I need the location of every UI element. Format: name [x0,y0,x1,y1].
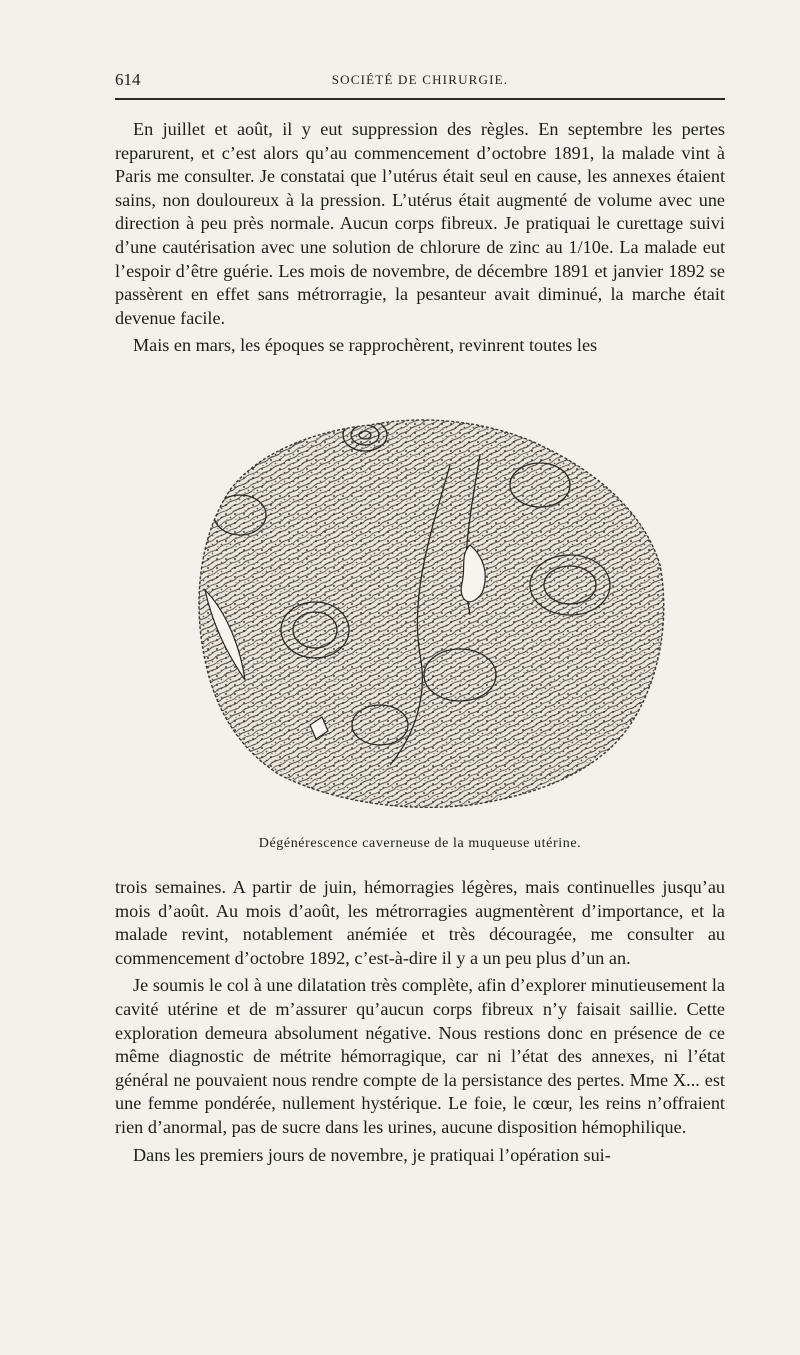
paragraph-4: Dans les premiers jours de novembre, je pratiquai l’opération sui- [133,1144,611,1165]
histology-figure [170,395,670,825]
text-block-bottom [115,876,725,1167]
paragraph-2-start: Mais en mars, les époques se rapprochèrent, revinrent toutes les [133,335,598,356]
figure-caption: Dégénérescence caverneuse de la muqueuse utérine. [258,836,582,851]
paragraph-3: Je soumis le col à une dilatation très complète, afin d’explorer minutieusement la cavité utérine et de m’assurer qu’aucun corps fibreux n’y faisait saillie. Cette exploration demeura absolument négative. Nous restions donc en présence de ce même diagnostic de métrite hémorragique, car ni l’état des annexes, ni l’état général ne pouvaient nous rendre compte de la persistance des pertes. Mme X... est une femme pondérée, nullement hystérique. Le foie, le cœur, les reins n’offraient rien d’anormal, pas de sucre dans les urines, aucune disposition hémophilique. [115,975,725,1137]
paragraph-1: En juillet et août, il y eut suppression des règles. En septembre les pertes reparurent, et c’est alors qu’au commencement d’octobre 1891, la malade vint à Paris me consulter. Je constatai que l’utérus était seul en cause, les annexes étaient sains, non douloureux à la pression. L’utérus était augmenté de volume avec une direction à peu près normale. Aucun corps fibreux. Je pratiquai le curettage suivi d’une cautérisation avec une solution de chlorure de zinc au 1/10e. La malade eut l’espoir d’être guérie. Les mois de novembre, de décembre 1891 et janvier 1892 se passèrent en effet sans métrorragie, la pesanteur avait diminué, la marche était devenue facile. [115,119,725,328]
running-head: SOCIÉTÉ DE CHIRURGIE. [331,72,509,87]
text-block-top [115,118,725,358]
paragraph-2-continued: trois semaines. A partir de juin, hémorragies légères, mais continuelles jusqu’au mois d’août. Au mois d’août, les métrorragies augmentèrent d’importance, et la malade revint, notablement anémiée et très découragée, me consulter au commencement d’octobre 1892, c’est-à-dire il y a un peu plus d’un an. [115,877,725,968]
page-number: 614 [115,70,141,89]
page-header [115,70,725,94]
header-rule [115,98,725,100]
